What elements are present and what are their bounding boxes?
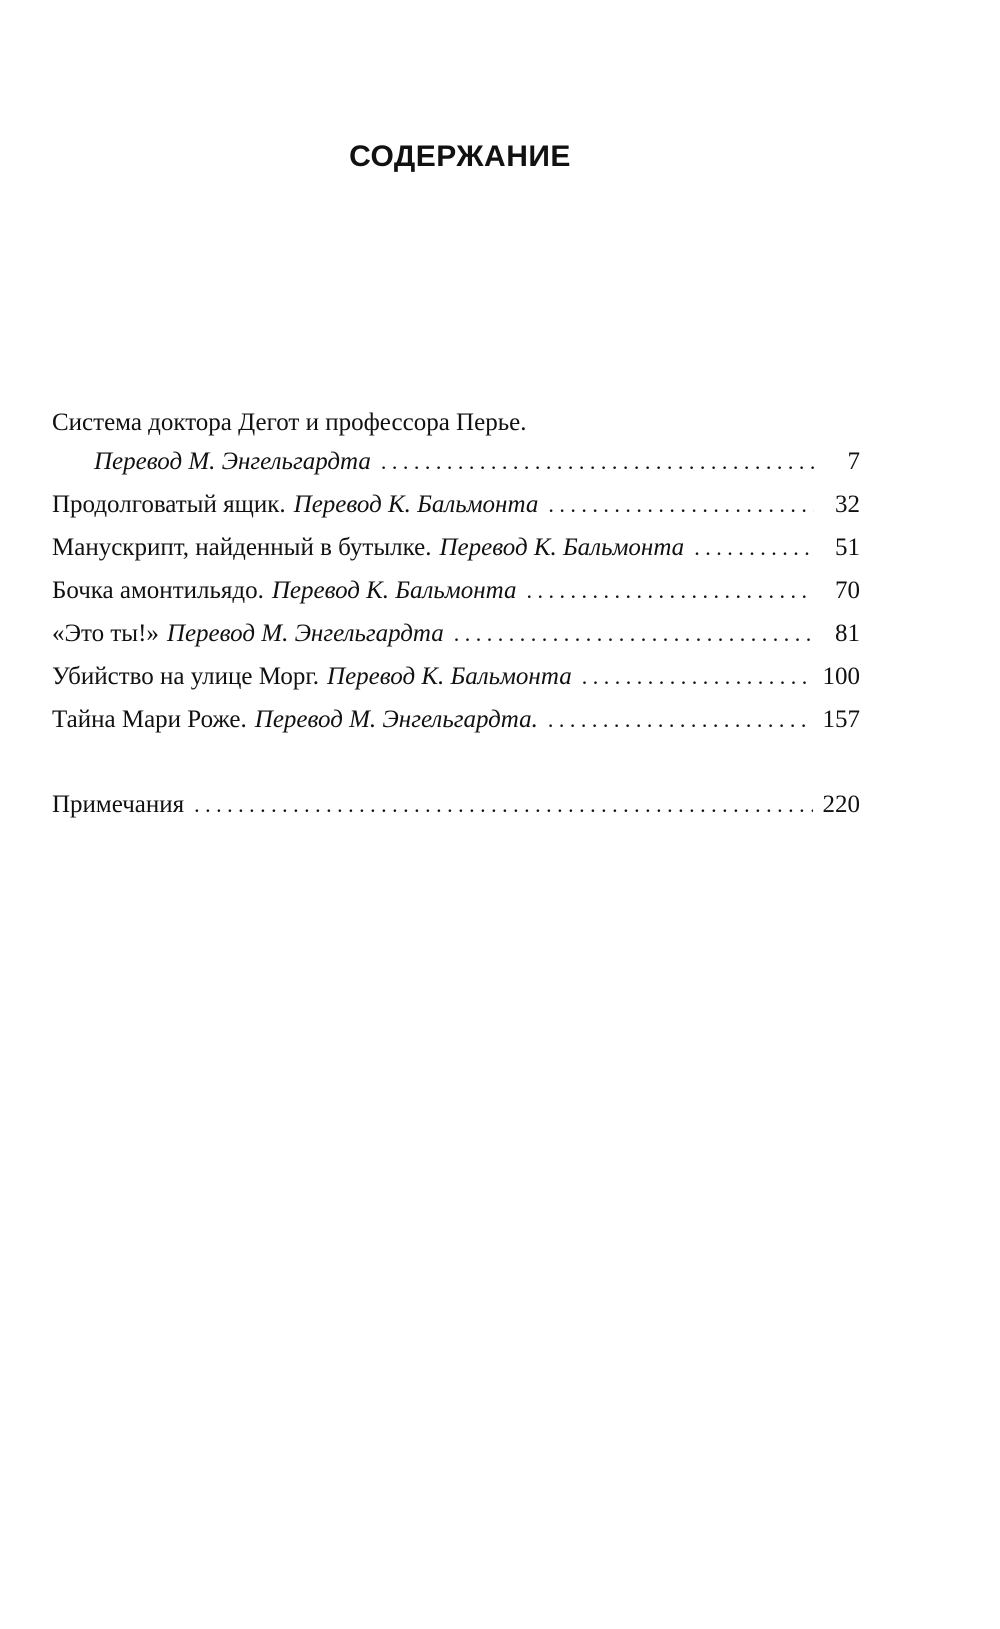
toc-entry-line	[52, 483, 860, 526]
toc-entry[interactable]	[52, 569, 860, 612]
toc-entry-translator: Перевод К. Бальмонта	[293, 491, 539, 518]
dot-leader	[694, 526, 814, 569]
dot-leader	[527, 569, 814, 612]
toc-entry-title: Примечания	[52, 791, 185, 818]
toc-entry-page-number: 220	[822, 791, 860, 818]
section-divider-space	[52, 741, 860, 783]
toc-entry-line	[52, 612, 860, 655]
toc-entry-page-number: 157	[822, 706, 860, 733]
toc-entry[interactable]	[52, 526, 860, 569]
toc-entry-translator: Перевод К. Бальмонта	[439, 534, 685, 561]
toc-entry-page-number: 81	[835, 620, 860, 647]
toc-entry-page-number: 100	[822, 663, 860, 690]
toc-entry-translator: Перевод К. Бальмонта	[271, 577, 517, 604]
toc-entry-title-line	[52, 406, 860, 440]
toc-entry-page-number: 51	[835, 534, 860, 561]
toc-entry-page-number: 7	[847, 448, 860, 475]
toc-entry-translator: Перевод М. Энгельгардта.	[254, 706, 538, 733]
toc-entry-translator: Перевод М. Энгельгардта	[166, 620, 444, 647]
toc-entry-translator-line	[52, 440, 860, 483]
toc-entry-translator: Перевод К. Бальмонта	[327, 663, 572, 690]
dot-leader	[454, 612, 814, 655]
toc-entry-page-number: 70	[835, 577, 860, 604]
toc-entry-title: Система доктора Дегот и профессора Перье.	[52, 409, 527, 436]
toc-entry[interactable]	[52, 698, 860, 741]
toc-entry-title: Бочка амонтильядо.	[52, 577, 264, 604]
dot-leader	[548, 698, 813, 741]
toc-entry-translator: Перевод М. Энгельгардта	[94, 448, 371, 475]
toc-entry-page-number: 32	[835, 491, 860, 518]
toc-entry-title: Убийство на улице Морг.	[52, 663, 320, 690]
toc-entry-line	[52, 569, 860, 612]
toc-entry[interactable]	[52, 406, 860, 483]
dot-leader	[194, 783, 812, 826]
toc-entry[interactable]	[52, 483, 860, 526]
dot-leader	[582, 655, 813, 698]
toc-entry-title: Манускрипт, найденный в бутылке.	[52, 534, 432, 561]
dot-leader	[381, 440, 814, 483]
toc-entry-line	[52, 526, 860, 569]
toc-entry-line	[52, 698, 860, 741]
toc-entry-title: Продолговатый ящик.	[52, 491, 286, 518]
toc-entry[interactable]	[52, 612, 860, 655]
toc-entry-line	[52, 783, 860, 826]
toc-entry-title: Тайна Мари Роже.	[52, 706, 247, 733]
page-title: СОДЕРЖАНИЕ	[349, 140, 571, 173]
toc-entry[interactable]	[52, 655, 860, 698]
toc-entry-line	[52, 655, 860, 698]
toc-entry-title: «Это ты!»	[52, 620, 159, 647]
table-of-contents	[52, 406, 860, 826]
dot-leader	[548, 483, 814, 526]
toc-entry-notes[interactable]	[52, 783, 860, 826]
